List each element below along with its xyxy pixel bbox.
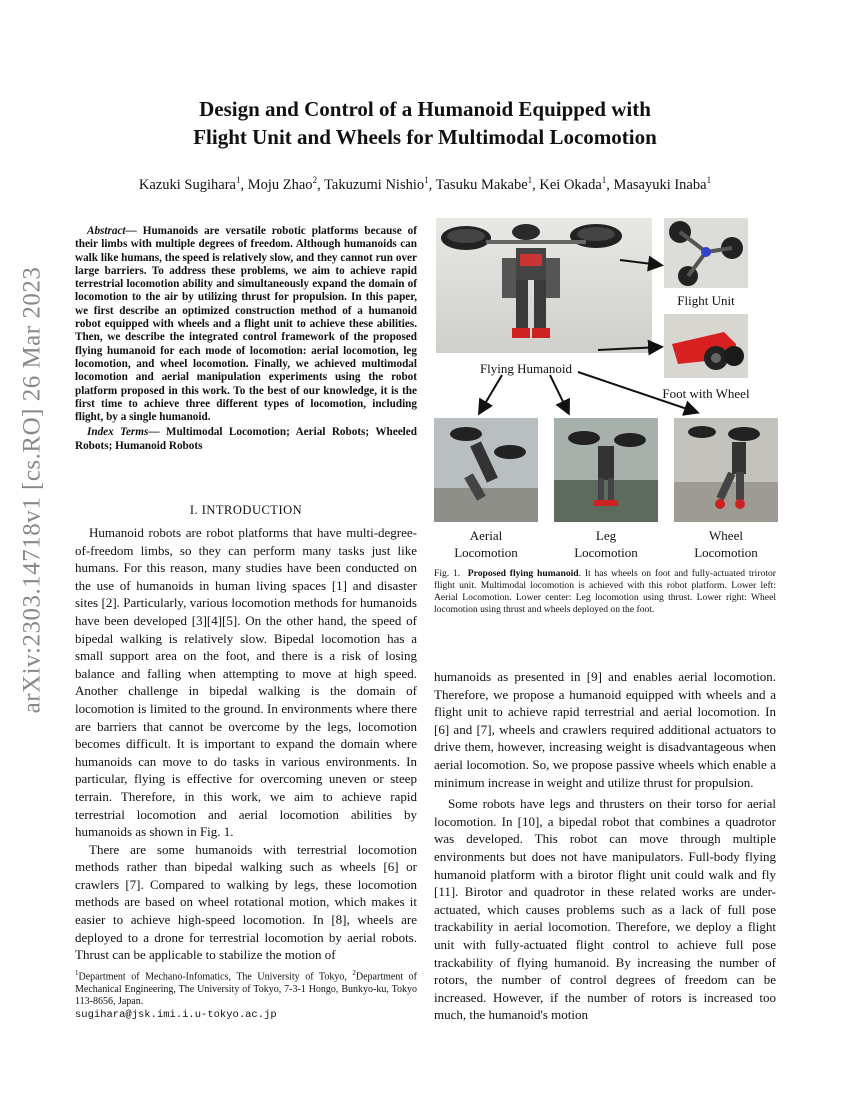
author-list: Kazuki Sugihara$^1$, Moju Zhao$^2$, Takuzumi Nishio$^1$, Tasuku Makabe$^1$, Kei Okada$^1$, Masayuki Inaba$^1$ [138,175,712,193]
author: Kei Okada [539,176,602,193]
body-paragraph: humanoids as presented in [9] and enables aerial locomotion. Therefore, we propose a humanoid equipped with wheels and a flight unit to achieve rapid terrestrial and aerial locomotion. In [6] and [7], wheels and crawlers required additional actuators to drive them, however, increasing weight is disadvantageous when aerial locomotion. So, we propose passive wheels which enable a minimum increase in weight and utilize thrust for propulsion. [434,669,776,790]
wheel-locomotion-photo [674,418,778,522]
footnote-affiliation-1: Department of Mechano-Infomatics, The University of Tokyo, [78,971,353,983]
author: Masayuki Inaba [613,176,707,193]
author: Kazuki Sugihara [138,176,236,193]
label-flying-humanoid: Flying Humanoid [479,361,573,376]
author-affiliation-mark: 1 [527,175,533,185]
title-line-1: Design and Control of a Humanoid Equipped with [199,97,651,121]
intro-paragraph: Humanoid robots are robot platforms that have multi-degree-of-freedom limbs, so they can perform many tasks just like humans. For this reason, many studies have been conducted on the use of humanoids in human living spaces [1] and disaster sites [2]. Particularly, various locomotion methods for humanoids have been developed [3][4][5]. On the other hand, the speed of bipedal walking is relatively slow. Bipedal locomotion has a small support area on the foot, and there is a risk of losing balance and falling when attempting to move at high speed. Another challenge in bipedal walking is the domain of locomotion is limited to the ground. In environments where there are barriers that cannot be overcome by the legs, locomotion becomes difficult. It is important to expand the domain where humanoids can move to do tasks in various environments. In particular, flying is effective for overcoming uneven or steep terrain. Therefore, in this work, we aim to achieve rapid terrestrial locomotion and aerial locomotion abilities by humanoids as shown in Fig. 1. [75,525,417,840]
author-affiliation-mark: 1 [601,175,607,185]
author-affiliation-mark: 1 [706,175,712,185]
caption-prefix: Fig. 1. [434,568,461,579]
label-leg-line-1: Leg [595,528,617,543]
figure-caption [434,568,776,616]
paper-title [100,95,750,151]
author-affiliation-mark: 2 [312,175,318,185]
label-flight-unit: Flight Unit [677,293,735,308]
author: Moju Zhao [247,176,313,193]
arxiv-identifier: arXiv:2303.14718v1 [cs.RO] 26 Mar 2023 [18,266,46,714]
intro-paragraph: There are some humanoids with terrestrial locomotion methods rather than bipedal walking such as wheels [6] or crawlers [7]. Compared to walking by legs, these locomotion methods are based on wheel rotational motion, which makes it easier to achieve high-speed locomotion. In [8], wheels are deployed to a drone for terrestrial locomotion by aerial robots. Thrust can be applicable to stabilize the motion of [75,841,417,963]
label-leg-locomotion [554,527,658,561]
footnote-affiliation-2: Department of Mechanical Engineering, The University of Tokyo, 7-3-1 Hongo, Bunkyo-ku, Tokyo 113-8656, Japan. [75,971,417,1008]
footnote-email: sugihara@jsk.imi.i.u-tokyo.ac.jp [75,1008,277,1021]
label-aerial-locomotion [434,527,538,561]
figure-arrows [430,240,760,420]
leg-locomotion-photo [554,418,658,522]
caption-bold: Proposed flying humanoid [467,568,579,579]
title-line-2: Flight Unit and Wheels for Multimodal Locomotion [193,125,657,149]
label-aerial-line-1: Aerial [469,528,503,543]
caption-text: . It has wheels on foot and fully-actuated trirotor flight unit. Multimodal locomotion is achieved with this robot platform. Lower left: Aerial Locomotion. Lower center: Leg locomotion using thrust. Lower right: Wheel locomotion using thrust and wheels deployed on the foot. [434,568,776,615]
section-heading: I. INTRODUCTION [189,503,303,517]
label-wheel-line-1: Wheel [709,528,743,543]
aerial-locomotion-photo [434,418,538,522]
label-aerial-line-2: Locomotion [454,545,518,560]
index-terms-text: — Multimodal Locomotion; Aerial Robots; Wheeled Robots; Humanoid Robots [75,426,417,452]
author: Tasuku Makabe [435,176,528,193]
label-leg-line-2: Locomotion [574,545,638,560]
abstract-label: Abstract [87,225,126,237]
label-wheel-line-2: Locomotion [694,545,758,560]
arxiv-side-stamp [12,266,52,714]
abstract [75,225,417,453]
label-foot-wheel: Foot with Wheel [662,386,750,401]
author: Takuzumi Nishio [324,176,425,193]
body-paragraph: Some robots have legs and thrusters on their torso for aerial locomotion. In [10], a bipedal robot that combines a quadrotor was developed. This robot can move through multiple environments but does not have manipulators. Full-body flying humanoid platform with a birotor flight unit could walk and fly [11]. Birotor and quadrotor in these related works are under-actuated, which causes problems such as a lack of full pose trackability in aerial locomotion. Therefore, we deploy a flight unit with fully-actuated flight control to achieve full pose trackability of flying humanoid. By increasing the number of rotors, the number of control degrees of freedom can be increased. However, if the number of rotors is increased too much, the humanoid's motion [434,796,776,1023]
intro-body [75,524,417,964]
author-affiliation-mark: 1 [424,175,429,185]
abstract-text: — Humanoids are versatile robotic platforms because of their limbs with multiple degrees of freedom. Although humanoids can walk like humans, the speed is relatively slow, and they cannot run over large barriers. To address these problems, we aim to achieve rapid terrestrial locomotion ability and simultaneously expand the domain of locomotion to the air by utilizing thrust for propulsion. In this paper, we first describe an optimized construction method of a humanoid robot equipped with wheels and a flight unit to achieve these abilities. Then, we describe the integrated control framework of the proposed flying humanoid for each mode of locomotion: aerial locomotion, leg locomotion, and wheel locomotion. Finally, we achieved multimodal locomotion and aerial manipulation experiments using the robot platform proposed in this work. To the best of our knowledge, it is the first time to achieve three different types of locomotion, including flight, by a single humanoid. [75,225,417,424]
footnote: $^1$Department of Mechano-Infomatics, The University of Tokyo, $^2$Department of Mechanical Engineering, The University of Tokyo, 7-3-1 Hongo, Bunkyo-ku, Tokyo 113-8656, Japan. sugihara@jsk.imi.i.u-tokyo.ac.jp [75,969,417,1021]
label-wheel-locomotion [674,527,778,561]
right-column-body [434,668,776,1024]
index-terms-label: Index Terms [87,426,149,439]
author-affiliation-mark: 1 [235,175,241,185]
